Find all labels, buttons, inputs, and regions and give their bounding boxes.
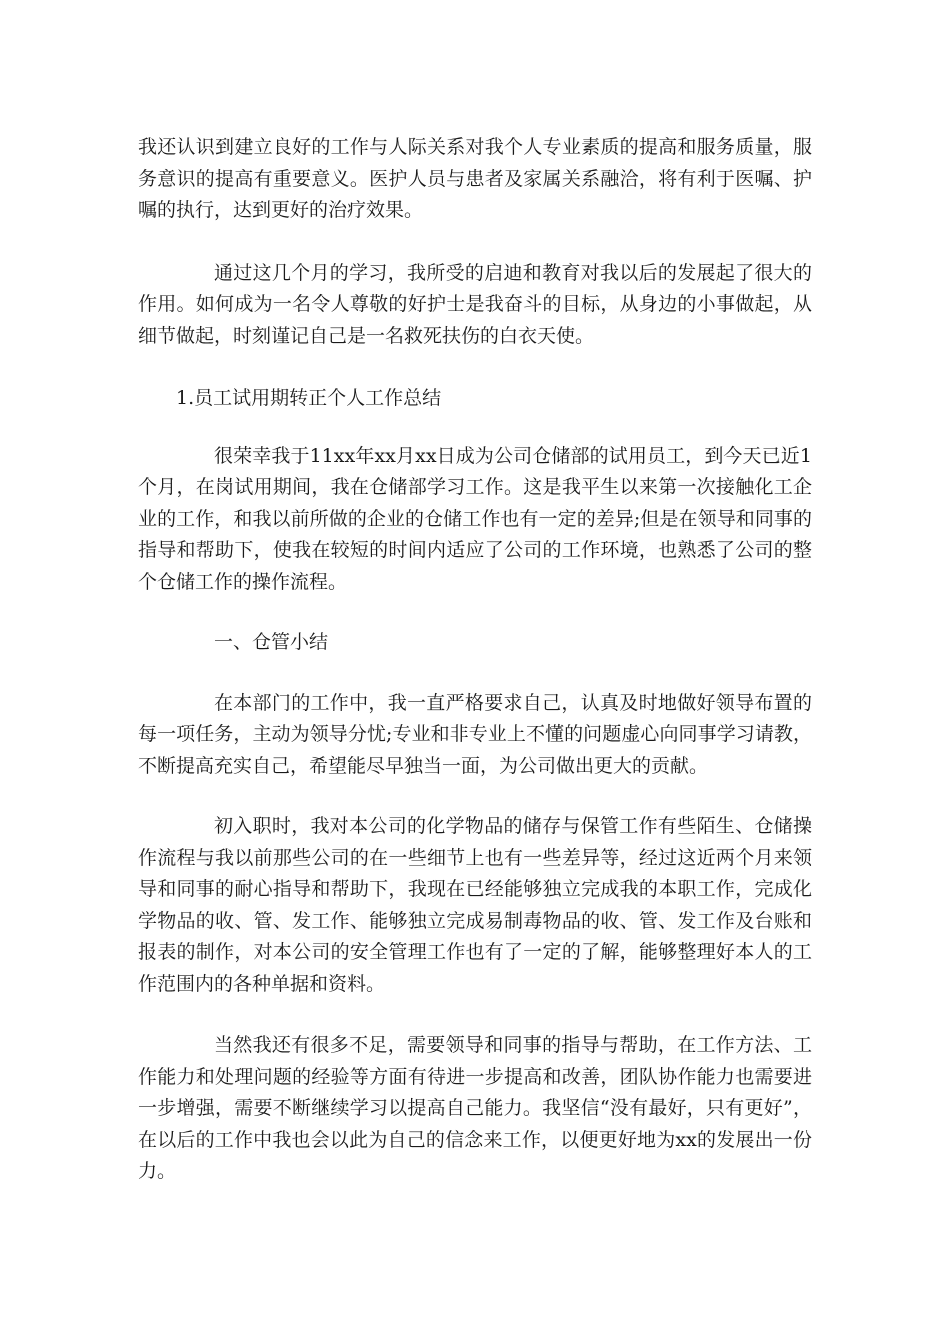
paragraph-shortcomings: 当然我还有很多不足，需要领导和同事的指导与帮助，在工作方法、工作能力和处理问题的经验等方面有待进一步提高和改善，团队协作能力也需要进一步增强，需要不断继续学习以提高自己能力。我坚信“没有最好，只有更好”，在以后的工作中我也会以此为自己的信念来工作，以便更好地为xx的发展出一份力。 [138, 1034, 812, 1182]
section-heading-probation-summary: 1.员工试用期转正个人工作总结 [176, 387, 442, 409]
document-page [138, 132, 812, 1188]
paragraph-relationships: 我还认识到建立良好的工作与人际关系对我个人专业素质的提高和服务质量，服务意识的提高有重要意义。医护人员与患者及家属关系融洽，将有利于医嘱、护嘱的执行，达到更好的治疗效果。 [138, 136, 812, 221]
paragraph-onboarding-progress: 初入职时，我对本公司的化学物品的储存与保管工作有些陌生、仓储操作流程与我以前那些公司的在一些细节上也有一些差异等，经过这近两个月来领导和同事的耐心指导和帮助下，我现在已经能够独立完成我的本职工作，完成化学物品的收、管、发工作、能够独立完成易制毒物品的收、管、发工作及台账和报表的制作，对本公司的安全管理工作也有了一定的了解，能够整理好本人的工作范围内的各种单据和资料。 [138, 815, 812, 995]
paragraph-probation-intro: 很荣幸我于11xx年xx月xx日成为公司仓储部的试用员工，到今天已近1个月，在岗试用期间，我在仓储部学习工作。这是我平生以来第一次接触化工企业的工作，和我以前所做的企业的仓储工作也有一定的差异;但是在领导和同事的指导和帮助下，使我在较短的时间内适应了公司的工作环境，也熟悉了公司的整个仓储工作的操作流程。 [138, 444, 812, 593]
paragraph-learning-reflection: 通过这几个月的学习，我所受的启迪和教育对我以后的发展起了很大的作用。如何成为一名令人尊敬的好护士是我奋斗的目标，从身边的小事做起，从细节做起，时刻谨记自己是一名救死扶伤的白衣天使。 [138, 261, 812, 347]
section-heading-warehouse-summary: 一、仓管小结 [214, 631, 329, 653]
paragraph-department-work: 在本部门的工作中，我一直严格要求自己，认真及时地做好领导布置的每一项任务，主动为领导分忧;专业和非专业上不懂的问题虚心向同事学习请教，不断提高充实自己，希望能尽早独当一面，为公司做出更大的贡献。 [138, 691, 812, 777]
